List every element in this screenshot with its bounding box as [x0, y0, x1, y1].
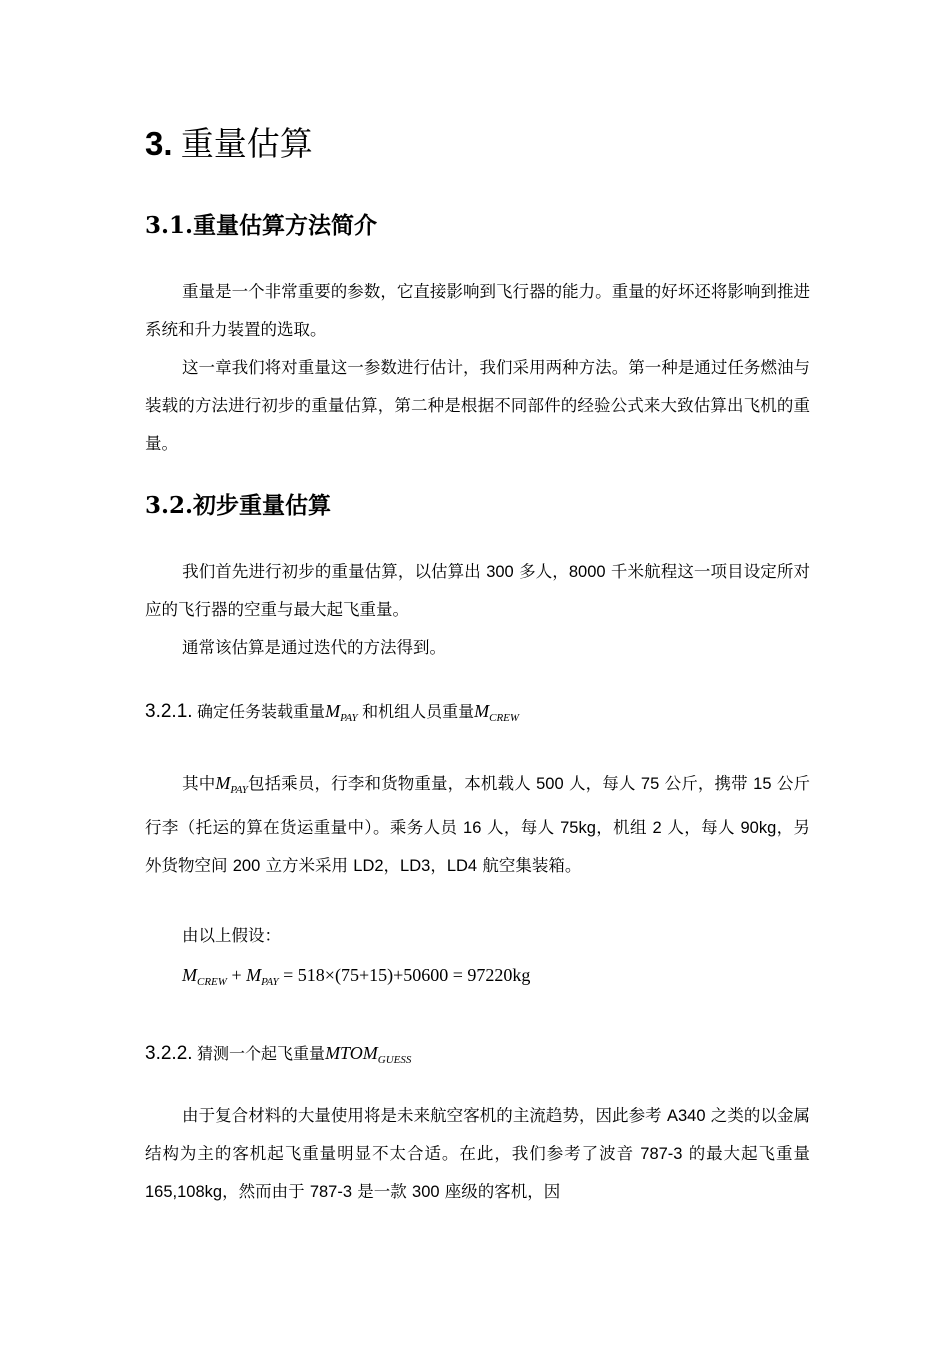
text-run: 公斤，携带	[659, 774, 754, 793]
subsection-heading-3-2-2	[145, 1039, 411, 1074]
text-run: 是一款	[352, 1182, 413, 1201]
number: 165,108kg	[145, 1183, 223, 1201]
paragraph	[145, 629, 810, 667]
section-heading-3-1	[145, 210, 377, 242]
text-run: 航空集装箱。	[477, 856, 582, 875]
number: 300	[486, 563, 514, 581]
text-run: ，机组	[595, 818, 653, 837]
number: 16	[463, 819, 482, 837]
aircraft-model: 787-3	[309, 1183, 353, 1201]
math-subscript: PAY	[230, 784, 248, 796]
math-expression: = 518×(75+15)+50600 = 97220kg	[278, 965, 531, 985]
text-run: 其中	[182, 774, 216, 793]
number: 500	[536, 775, 564, 793]
text-run: 公斤行李（托运的算在货运重量中）。乘务人员	[145, 774, 810, 837]
paragraph	[145, 764, 810, 885]
number: 2	[652, 819, 662, 837]
paragraph-text: 通常该估算是通过迭代的方法得到。	[182, 638, 446, 657]
section-number: 3.2.	[145, 492, 194, 519]
subsection-heading-3-2-1	[145, 697, 519, 732]
number: 8000	[568, 563, 606, 581]
text-run: 的最大起飞重量	[682, 1144, 810, 1163]
number: 200	[232, 857, 261, 875]
text-run: 和机组人员重量	[362, 702, 475, 721]
text-run: 立方米采用	[260, 856, 354, 875]
paragraph	[145, 1097, 810, 1211]
math-symbol: M	[246, 965, 262, 985]
section-title: 初步重量估算	[193, 492, 332, 519]
paragraph	[145, 553, 810, 629]
text-run: 之类的以金属结构为主的客机起飞重量明显不太合适。在此，我们参考了波音	[145, 1106, 810, 1163]
math-subscript: GUESS	[377, 1054, 412, 1066]
math-symbol: M	[325, 701, 341, 721]
number: 75	[640, 775, 660, 793]
subsection-number: 3.2.1.	[145, 701, 193, 722]
text-run: 千米航程这一项目设定所对应的飞行器的空重与最大起飞重量。	[145, 562, 811, 619]
text-run: 人，每人	[563, 774, 641, 793]
text-run: 由于复合材料的大量使用将是未来航空客机的主流趋势，因此参考	[182, 1106, 667, 1125]
paragraph	[145, 917, 810, 955]
number: 75kg	[560, 819, 596, 837]
text-run: 猜测一个起飞重量	[197, 1044, 326, 1063]
text-run: ，然而由于	[222, 1182, 310, 1201]
math-operator: +	[226, 965, 247, 985]
math-subscript: PAY	[340, 712, 358, 724]
math-subscript: PAY	[261, 976, 279, 988]
formula-crew-pay	[182, 965, 530, 988]
text-run: 包括乘员，行李和货物重量，本机载人	[247, 774, 537, 793]
chapter-number: 3.	[145, 125, 173, 162]
paragraph-text: 由以上假设：	[182, 926, 281, 945]
math-subscript: CREW	[197, 976, 227, 988]
section-title: 重量估算方法简介	[193, 212, 378, 239]
text-run: 我们首先进行初步的重量估算，以估算出	[182, 562, 487, 581]
number: 15	[753, 775, 772, 793]
section-heading-3-2	[145, 490, 331, 522]
text-run: 人，每人	[661, 818, 741, 837]
math-symbol: M	[215, 773, 231, 793]
text-run: 确定任务装载重量	[197, 702, 326, 721]
section-number: 3.1.	[145, 212, 194, 239]
paragraph	[145, 273, 810, 349]
subsection-number: 3.2.2.	[145, 1043, 193, 1064]
text-run: 多人，	[513, 562, 569, 581]
aircraft-model: A340	[666, 1107, 706, 1125]
text-run: 人，每人	[481, 818, 561, 837]
aircraft-model: 787-3	[640, 1145, 683, 1163]
chapter-heading	[145, 122, 313, 167]
math-symbol: M	[182, 965, 197, 985]
text-run: ，另外货物空间	[145, 818, 811, 875]
paragraph-text: 这一章我们将对重量这一参数进行估计，我们采用两种方法。第一种是通过任务燃油与装载的方法进行初步的重量估算，第二种是根据不同部件的经验公式来大致估算出飞机的重量。	[145, 358, 810, 453]
number: 300	[412, 1183, 440, 1201]
paragraph-text: 重量是一个非常重要的参数，它直接影响到飞行器的能力。重量的好坏还将影响到推进系统和升力装置的选取。	[145, 282, 810, 339]
chapter-title: 重量估算	[180, 124, 313, 163]
container-codes: LD2，LD3，LD4	[353, 857, 478, 875]
math-subscript: CREW	[489, 712, 520, 724]
math-symbol: MTOM	[325, 1043, 378, 1063]
math-symbol: M	[474, 701, 490, 721]
paragraph	[145, 349, 810, 463]
number: 90kg	[740, 819, 777, 837]
text-run: 座级的客机，因	[439, 1182, 561, 1201]
